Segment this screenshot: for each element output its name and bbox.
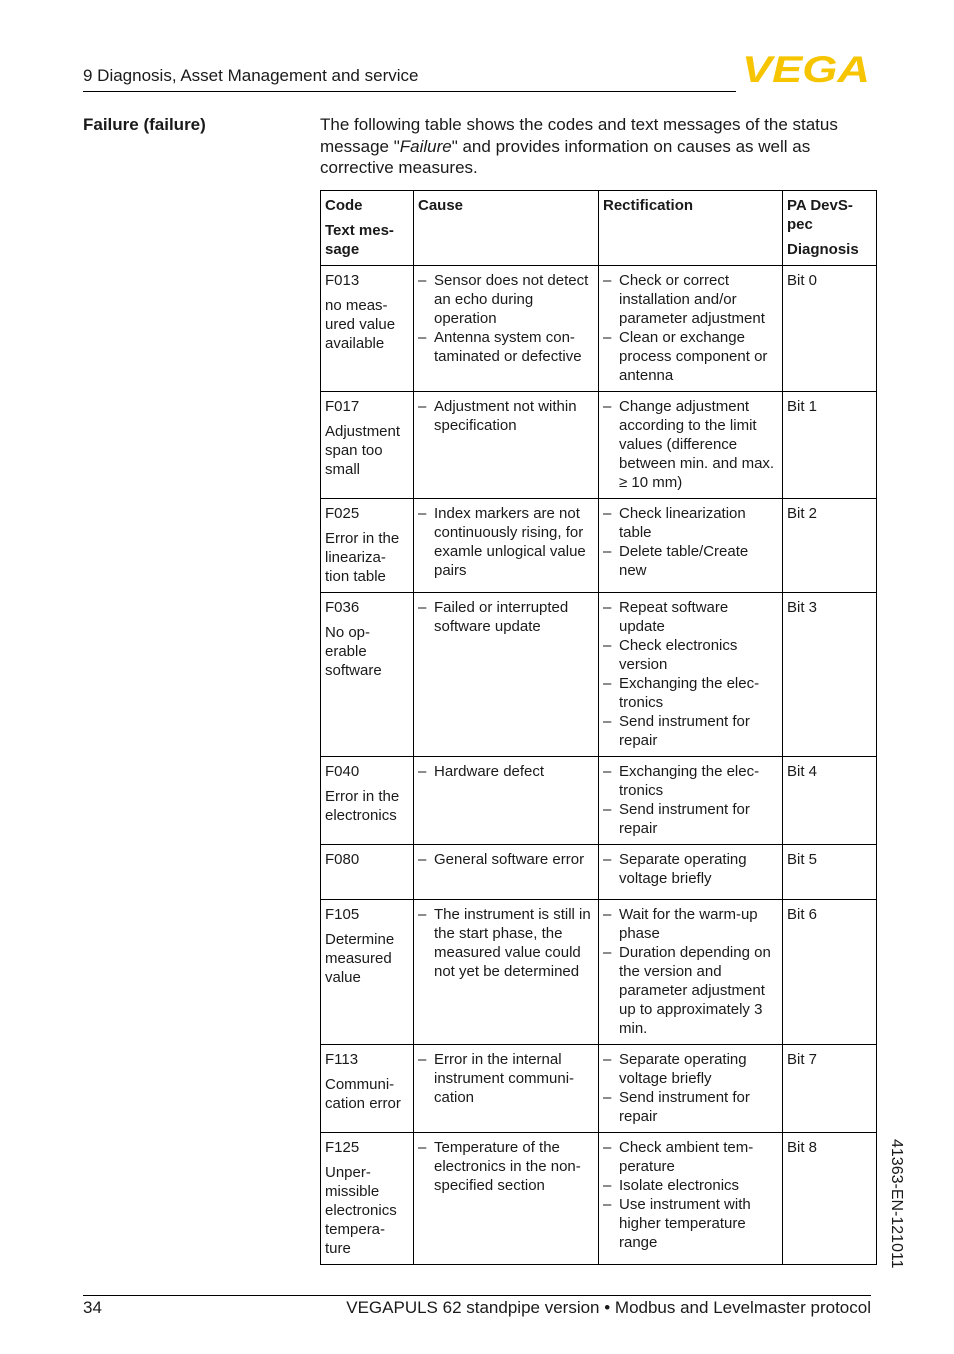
failure-message: Error in the electronics bbox=[325, 788, 400, 824]
rectification-item: – Check electronics version bbox=[603, 636, 778, 674]
cause-list bbox=[418, 504, 594, 580]
cause-cell bbox=[414, 1133, 599, 1265]
table-header-row bbox=[321, 191, 877, 266]
rectification-item: – Check linearization table bbox=[603, 504, 778, 542]
cause-list bbox=[418, 1138, 594, 1195]
rectification-item: – Isolate electronics bbox=[603, 1176, 778, 1195]
rectification-cell bbox=[599, 900, 783, 1045]
rectification-list bbox=[603, 1138, 778, 1252]
diagnosis-bit: Bit 6 bbox=[783, 900, 877, 1045]
header-rectification: Rectification bbox=[599, 191, 783, 266]
rectification-cell bbox=[599, 845, 783, 900]
failure-code: F113 bbox=[325, 1051, 359, 1068]
intro-paragraph bbox=[320, 114, 875, 179]
code-cell bbox=[321, 900, 414, 1045]
rectification-item: – Repeat software update bbox=[603, 598, 778, 636]
cause-list bbox=[418, 905, 594, 981]
cause-list bbox=[418, 850, 594, 869]
rectification-list bbox=[603, 504, 778, 580]
code-cell bbox=[321, 1045, 414, 1133]
failure-message: No op- erable software bbox=[325, 624, 382, 679]
failure-code: F125 bbox=[325, 1139, 360, 1156]
cause-cell bbox=[414, 900, 599, 1045]
rectification-cell bbox=[599, 266, 783, 392]
rectification-item: – Send instrument for repair bbox=[603, 1088, 778, 1126]
running-header: 9 Diagnosis, Asset Management and service bbox=[83, 66, 419, 85]
cause-item: – Hardware defect bbox=[418, 762, 594, 781]
rectification-item: – Check ambient tem-perature bbox=[603, 1138, 778, 1176]
cause-cell bbox=[414, 757, 599, 845]
header-pa-line2: pec bbox=[787, 216, 813, 233]
code-cell bbox=[321, 593, 414, 757]
header-code bbox=[321, 191, 414, 266]
diagnosis-bit: Bit 3 bbox=[783, 593, 877, 757]
failure-codes-table bbox=[320, 190, 877, 1265]
cause-item: – The instrument is still in the start phase, the measured value could not yet be determined bbox=[418, 905, 594, 981]
rectification-item: – Send instrument for repair bbox=[603, 712, 778, 750]
cause-list bbox=[418, 397, 594, 435]
diagnosis-bit: Bit 2 bbox=[783, 499, 877, 593]
cause-list bbox=[418, 762, 594, 781]
header-code-line3: sage bbox=[325, 241, 360, 258]
rectification-item: – Change adjustment according to the limit values (difference between min. and max. ≥ 10 mm) bbox=[603, 397, 778, 492]
rectification-list bbox=[603, 762, 778, 838]
cause-cell bbox=[414, 845, 599, 900]
intro-text-italic: Failure bbox=[399, 136, 452, 156]
table-row bbox=[321, 900, 877, 1045]
diagnosis-bit: Bit 0 bbox=[783, 266, 877, 392]
cause-list bbox=[418, 271, 594, 366]
cause-cell bbox=[414, 266, 599, 392]
footer-rule bbox=[83, 1295, 871, 1296]
code-cell bbox=[321, 392, 414, 499]
cause-item: – Temperature of the electronics in the non-specified section bbox=[418, 1138, 594, 1195]
failure-code: F017 bbox=[325, 398, 360, 415]
rectification-list bbox=[603, 850, 778, 888]
rectification-item: – Exchanging the elec-tronics bbox=[603, 762, 778, 800]
table-row bbox=[321, 845, 877, 900]
cause-cell bbox=[414, 499, 599, 593]
diagnosis-bit: Bit 4 bbox=[783, 757, 877, 845]
cause-item: – Error in the internal instrument communi-cation bbox=[418, 1050, 594, 1107]
rectification-item: – Send instrument for repair bbox=[603, 800, 778, 838]
intro-text-before: The following table shows the codes and text messages of the status message " bbox=[320, 115, 838, 156]
intro-text-after: " and provides information on causes as well as corrective measures. bbox=[320, 136, 811, 177]
table-row bbox=[321, 1133, 877, 1265]
document-code: 41363-EN-121011 bbox=[888, 1139, 905, 1269]
rectification-item: – Separate operating voltage briefly bbox=[603, 1050, 778, 1088]
table-row bbox=[321, 392, 877, 499]
diagnosis-bit: Bit 1 bbox=[783, 392, 877, 499]
table-row bbox=[321, 266, 877, 392]
page-number: 34 bbox=[83, 1298, 102, 1317]
code-cell bbox=[321, 845, 414, 900]
diagnosis-bit: Bit 7 bbox=[783, 1045, 877, 1133]
cause-item: – Index markers are not continuously rising, for examle unlogical value pairs bbox=[418, 504, 594, 580]
failure-code: F013 bbox=[325, 272, 360, 289]
header-pa-devspec bbox=[783, 191, 877, 266]
code-cell bbox=[321, 266, 414, 392]
rectification-item: – Use instrument with higher temperature range bbox=[603, 1195, 778, 1252]
cause-list bbox=[418, 598, 594, 636]
cause-cell bbox=[414, 392, 599, 499]
header-rule bbox=[83, 91, 736, 92]
vega-logo bbox=[742, 52, 872, 84]
failure-message: Determine measured value bbox=[325, 931, 395, 986]
rectification-item: – Duration depending on the version and parameter adjustment up to approximately 3 min. bbox=[603, 943, 778, 1038]
failure-code: F105 bbox=[325, 906, 360, 923]
cause-item: – Antenna system con-taminated or defective bbox=[418, 328, 594, 366]
code-cell bbox=[321, 757, 414, 845]
failure-code: F040 bbox=[325, 763, 360, 780]
rectification-cell bbox=[599, 499, 783, 593]
table-row bbox=[321, 499, 877, 593]
footer-title: VEGAPULS 62 standpipe version • Modbus and Levelmaster protocol bbox=[346, 1298, 871, 1317]
rectification-list bbox=[603, 1050, 778, 1126]
header-cause: Cause bbox=[414, 191, 599, 266]
failure-message: Adjustment span too small bbox=[325, 423, 401, 478]
cause-cell bbox=[414, 1045, 599, 1133]
rectification-item: – Delete table/Create new bbox=[603, 542, 778, 580]
code-cell bbox=[321, 499, 414, 593]
failure-code: F036 bbox=[325, 599, 360, 616]
header-code-line1: Code bbox=[325, 197, 363, 214]
failure-message: Communi- cation error bbox=[325, 1076, 401, 1112]
header-pa-line1: PA DevS- bbox=[787, 197, 853, 214]
rectification-item: – Exchanging the elec-tronics bbox=[603, 674, 778, 712]
rectification-cell bbox=[599, 757, 783, 845]
rectification-cell bbox=[599, 392, 783, 499]
rectification-item: – Clean or exchange process component or antenna bbox=[603, 328, 778, 385]
cause-list bbox=[418, 1050, 594, 1107]
rectification-item: – Check or correct installation and/or parameter adjustment bbox=[603, 271, 778, 328]
table-body bbox=[321, 266, 877, 1265]
code-cell bbox=[321, 1133, 414, 1265]
diagnosis-bit: Bit 8 bbox=[783, 1133, 877, 1265]
rectification-list bbox=[603, 598, 778, 750]
cause-item: – General software error bbox=[418, 850, 594, 869]
section-label: Failure (failure) bbox=[83, 115, 206, 134]
vega-logo-text: VEGA bbox=[742, 52, 870, 84]
rectification-list bbox=[603, 905, 778, 1038]
cause-item: – Adjustment not within specification bbox=[418, 397, 594, 435]
rectification-item: – Wait for the warm-up phase bbox=[603, 905, 778, 943]
rectification-cell bbox=[599, 593, 783, 757]
cause-item: – Failed or interrupted software update bbox=[418, 598, 594, 636]
cause-item: – Sensor does not detect an echo during operation bbox=[418, 271, 594, 328]
rectification-list bbox=[603, 397, 778, 492]
rectification-list bbox=[603, 271, 778, 385]
diagnosis-bit: Bit 5 bbox=[783, 845, 877, 900]
header-code-line2: Text mes- bbox=[325, 222, 394, 239]
rectification-item: – Separate operating voltage briefly bbox=[603, 850, 778, 888]
failure-message: Unper- missible electronics tempera- ture bbox=[325, 1164, 397, 1257]
failure-code: F080 bbox=[325, 851, 360, 868]
rectification-cell bbox=[599, 1045, 783, 1133]
failure-message: no meas- ured value available bbox=[325, 297, 396, 352]
failure-code: F025 bbox=[325, 505, 360, 522]
header-pa-line3: Diagnosis bbox=[787, 241, 859, 258]
failure-message: Error in the lineariza- tion table bbox=[325, 530, 400, 585]
table-row bbox=[321, 757, 877, 845]
rectification-cell bbox=[599, 1133, 783, 1265]
cause-cell bbox=[414, 593, 599, 757]
table-row bbox=[321, 1045, 877, 1133]
table-row bbox=[321, 593, 877, 757]
